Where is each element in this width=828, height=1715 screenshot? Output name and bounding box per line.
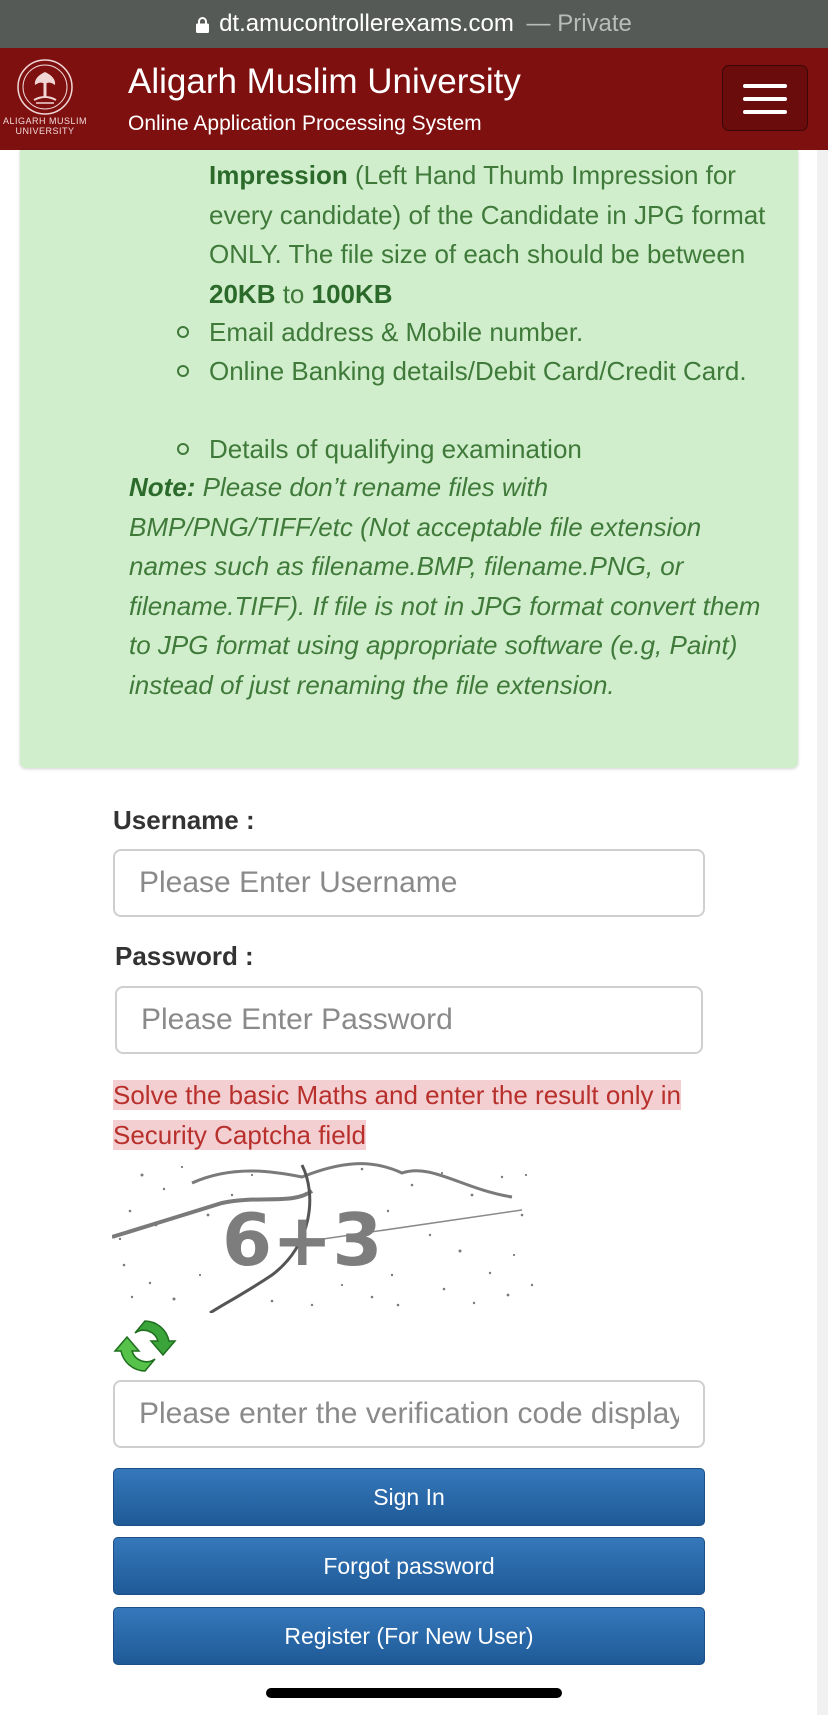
captcha-input[interactable]	[113, 1380, 705, 1448]
captcha-instruction-alert	[113, 1076, 703, 1155]
logo-text-line2: UNIVERSITY	[15, 126, 75, 136]
site-subtitle: Online Application Processing System	[128, 112, 482, 135]
username-label: Username :	[113, 805, 255, 835]
thumb-impression-instruction	[209, 156, 769, 314]
university-seal-icon	[16, 58, 74, 116]
note-label: Note:	[129, 472, 196, 502]
list-item-text: Details of qualifying examination	[209, 434, 582, 464]
captcha-text: 6+3	[222, 1198, 383, 1282]
home-indicator[interactable]	[266, 1688, 562, 1698]
list-item-text: Online Banking details/Debit Card/Credit Card.	[209, 356, 747, 386]
university-logo[interactable]	[0, 58, 90, 146]
password-label: Password :	[115, 941, 254, 971]
bullet-circle-icon	[177, 326, 189, 338]
browser-url-bar[interactable]	[0, 0, 828, 48]
username-input[interactable]	[113, 849, 705, 917]
url-text: dt.amucontrollerexams.com	[219, 10, 514, 37]
list-item	[209, 430, 769, 470]
private-mode-label: Private	[557, 10, 632, 37]
site-title[interactable]: Aligarh Muslim University	[128, 62, 521, 101]
logo-text-line1: ALIGARH MUSLIM	[2, 116, 87, 126]
size-max: 100KB	[311, 278, 393, 309]
size-to: to	[275, 278, 312, 309]
instructions-panel	[20, 150, 798, 768]
scrollbar-track[interactable]	[817, 150, 828, 1715]
password-input[interactable]	[115, 986, 703, 1054]
captcha-image	[112, 1155, 536, 1313]
refresh-captcha-icon[interactable]	[113, 1315, 177, 1377]
hamburger-menu-button[interactable]	[722, 65, 808, 131]
sign-in-button[interactable]: Sign In	[113, 1468, 705, 1526]
url-separator: —	[526, 10, 551, 37]
list-item	[209, 313, 769, 353]
captcha-instruction-text: Solve the basic Maths and enter the result only in Security Captcha field	[113, 1080, 681, 1150]
forgot-password-button[interactable]: Forgot password	[113, 1537, 705, 1595]
list-item	[209, 352, 769, 392]
note-text: Please don’t rename files with BMP/PNG/TIFF/etc (Not acceptable file extension names such as filename.BMP, filename.PNG, or filename.TIFF). If file is not in JPG format convert them to JPG format using appropriate software (e.g, Paint) instead of just renaming the file extension.	[129, 472, 761, 700]
site-header	[0, 48, 828, 150]
bullet-circle-icon	[177, 365, 189, 377]
size-min: 20KB	[209, 278, 276, 309]
register-button[interactable]: Register (For New User)	[113, 1607, 705, 1665]
hamburger-icon-bar	[743, 84, 787, 88]
lock-icon	[196, 17, 209, 33]
file-rename-note	[129, 468, 769, 705]
thumb-bold-text: Impression	[209, 160, 348, 190]
list-item-text: Email address & Mobile number.	[209, 317, 584, 347]
thumb-instruction-text: (Left Hand Thumb Impression for every candidate) of the Candidate in JPG format ONLY. The file size of each should be between	[209, 160, 766, 269]
hamburger-icon-bar	[743, 110, 787, 114]
bullet-circle-icon	[177, 443, 189, 455]
hamburger-icon-bar	[743, 97, 787, 101]
